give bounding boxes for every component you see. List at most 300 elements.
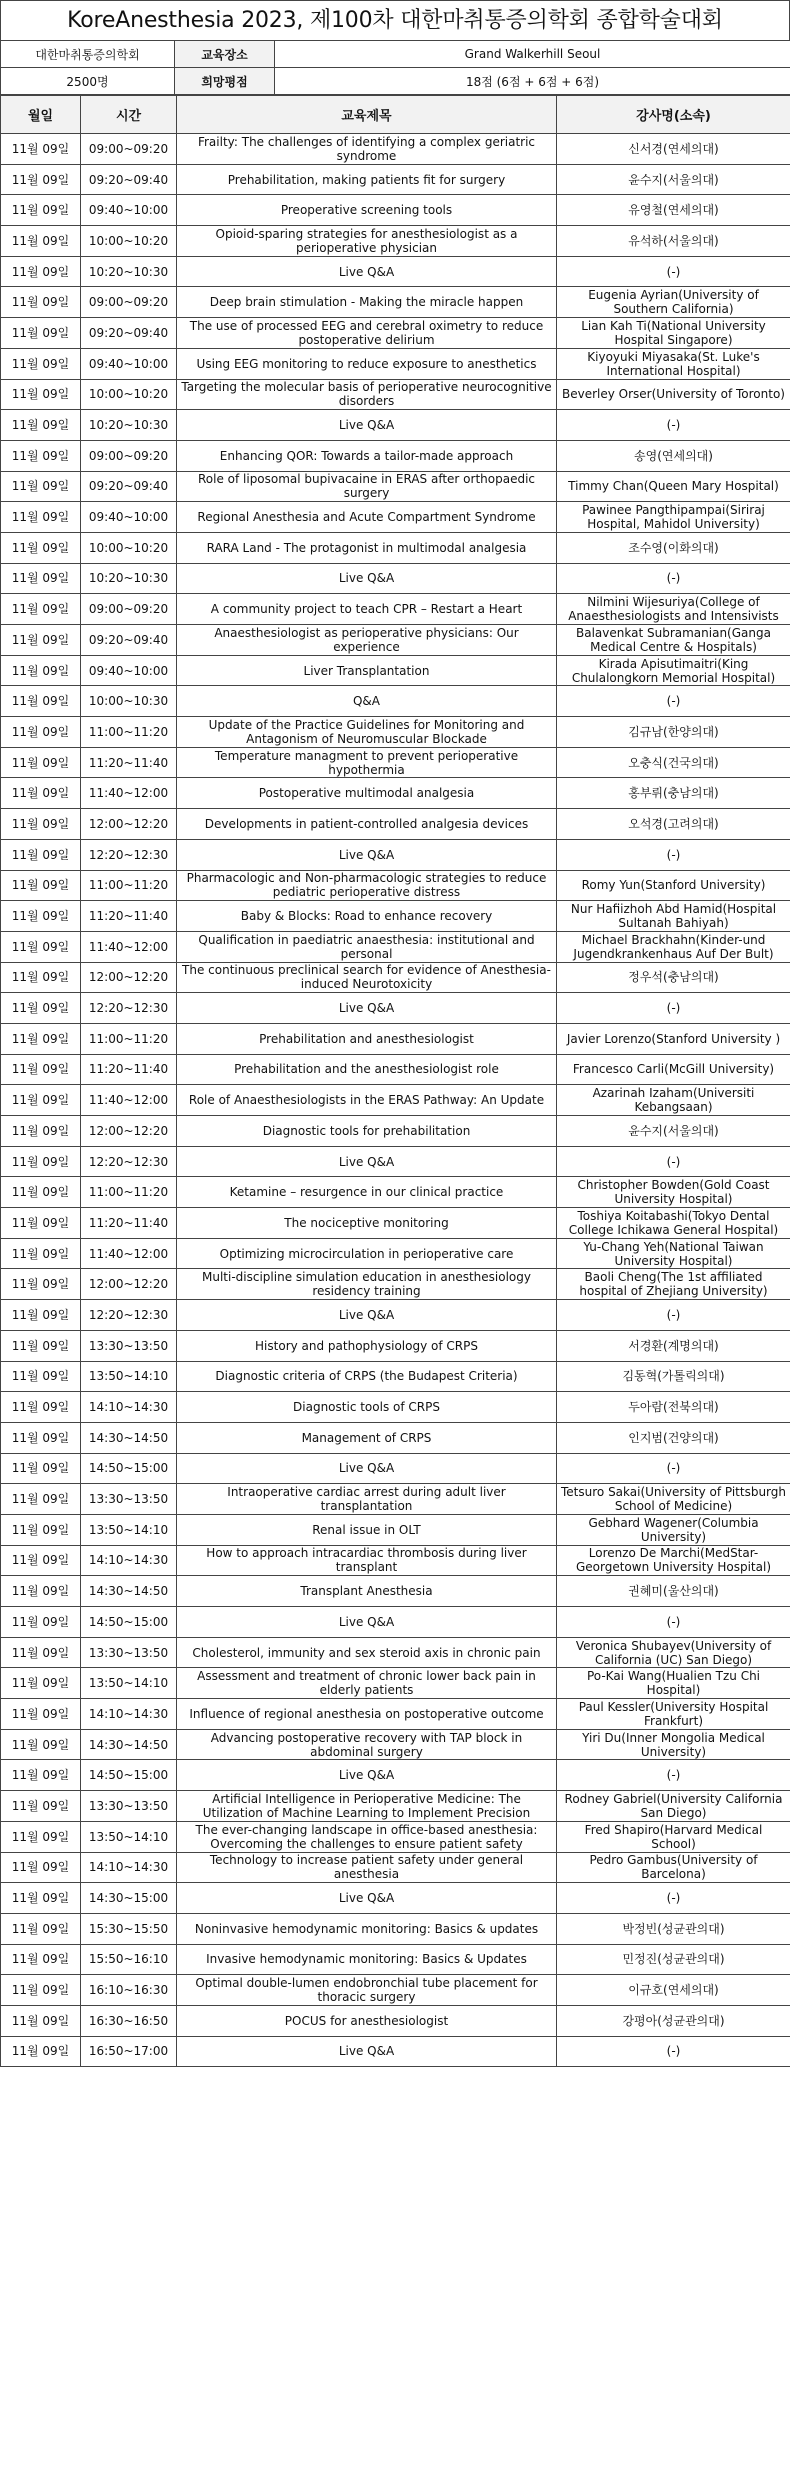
time-cell: 10:00~10:20 — [81, 532, 177, 563]
title-cell: The use of processed EEG and cerebral oximetry to reduce postoperative delirium — [177, 318, 557, 349]
time-cell: 11:20~11:40 — [81, 747, 177, 778]
date-cell: 11월 09일 — [1, 1208, 81, 1239]
time-cell: 14:50~15:00 — [81, 1453, 177, 1484]
speaker-cell: Lian Kah Ti(National University Hospital Singapore) — [557, 318, 790, 349]
speaker-cell: Rodney Gabriel(University California San Diego) — [557, 1791, 790, 1822]
table-row — [1, 563, 790, 594]
title-cell: Update of the Practice Guidelines for Monitoring and Antagonism of Neuromuscular Blockade — [177, 717, 557, 748]
date-cell: 11월 09일 — [1, 747, 81, 778]
speaker-cell: 신서경(연세의대) — [557, 134, 790, 165]
table-row — [1, 1668, 790, 1699]
title-cell: Prehabilitation and the anesthesiologist role — [177, 1054, 557, 1085]
page-title: KoreAnesthesia 2023, 제100차 대한마취통증의학회 종합학술대회 — [0, 0, 790, 40]
title-cell: Noninvasive hemodynamic monitoring: Basics & updates — [177, 1913, 557, 1944]
date-cell: 11월 09일 — [1, 809, 81, 840]
speaker-cell: Pedro Gambus(University of Barcelona) — [557, 1852, 790, 1883]
time-cell: 14:50~15:00 — [81, 1760, 177, 1791]
date-cell: 11월 09일 — [1, 164, 81, 195]
time-cell: 13:30~13:50 — [81, 1484, 177, 1515]
table-row — [1, 1023, 790, 1054]
speaker-cell: 송영(연세의대) — [557, 440, 790, 471]
table-row — [1, 1361, 790, 1392]
date-cell: 11월 09일 — [1, 2036, 81, 2067]
time-cell: 10:00~10:30 — [81, 686, 177, 717]
time-cell: 11:00~11:20 — [81, 870, 177, 901]
speaker-cell: (-) — [557, 410, 790, 441]
time-cell: 12:00~12:20 — [81, 1116, 177, 1147]
table-row — [1, 532, 790, 563]
time-cell: 09:40~10:00 — [81, 348, 177, 379]
header-row — [1, 96, 790, 134]
table-row — [1, 471, 790, 502]
title-cell: Live Q&A — [177, 993, 557, 1024]
date-cell: 11월 09일 — [1, 379, 81, 410]
date-cell: 11월 09일 — [1, 1116, 81, 1147]
date-cell: 11월 09일 — [1, 563, 81, 594]
speaker-cell: Veronica Shubayev(University of California (UC) San Diego) — [557, 1637, 790, 1668]
title-cell: Live Q&A — [177, 410, 557, 441]
speaker-cell: Nilmini Wijesuriya(College of Anaesthesiologists and Intensivists — [557, 594, 790, 625]
title-cell: POCUS for anesthesiologist — [177, 2005, 557, 2036]
title-cell: The nociceptive monitoring — [177, 1208, 557, 1239]
table-row — [1, 1760, 790, 1791]
time-cell: 14:10~14:30 — [81, 1852, 177, 1883]
title-cell: History and pathophysiology of CRPS — [177, 1330, 557, 1361]
time-cell: 11:00~11:20 — [81, 1023, 177, 1054]
points-cell: 18점 (6점 + 6점 + 6점) — [275, 68, 790, 95]
title-cell: Cholesterol, immunity and sex steroid axis in chronic pain — [177, 1637, 557, 1668]
time-cell: 11:00~11:20 — [81, 717, 177, 748]
info-row-points — [1, 68, 790, 95]
speaker-cell: Balavenkat Subramanian(Ganga Medical Centre & Hospitals) — [557, 625, 790, 656]
speaker-cell: 오석경(고려의대) — [557, 809, 790, 840]
title-cell: Intraoperative cardiac arrest during adult liver transplantation — [177, 1484, 557, 1515]
time-cell: 12:00~12:20 — [81, 962, 177, 993]
speaker-cell: Nur Hafiizhoh Abd Hamid(Hospital Sultanah Bahiyah) — [557, 901, 790, 932]
speaker-cell: Beverley Orser(University of Toronto) — [557, 379, 790, 410]
time-cell: 14:30~14:50 — [81, 1422, 177, 1453]
speaker-cell: Lorenzo De Marchi(MedStar-Georgetown University Hospital) — [557, 1545, 790, 1576]
points-label: 희망평점 — [175, 68, 275, 95]
speaker-cell: Pawinee Pangthipampai(Siriraj Hospital, Mahidol University) — [557, 502, 790, 533]
title-cell: Renal issue in OLT — [177, 1514, 557, 1545]
date-cell: 11월 09일 — [1, 1699, 81, 1730]
title-cell: Enhancing QOR: Towards a tailor-made approach — [177, 440, 557, 471]
table-row — [1, 809, 790, 840]
speaker-cell: Kirada Apisutimaitri(King Chulalongkorn Memorial Hospital) — [557, 655, 790, 686]
time-cell: 09:20~09:40 — [81, 625, 177, 656]
speaker-cell: (-) — [557, 1760, 790, 1791]
title-cell: Live Q&A — [177, 1607, 557, 1638]
time-cell: 13:30~13:50 — [81, 1330, 177, 1361]
table-row — [1, 379, 790, 410]
title-cell: Ketamine – resurgence in our clinical practice — [177, 1177, 557, 1208]
date-cell: 11월 09일 — [1, 993, 81, 1024]
speaker-cell: (-) — [557, 256, 790, 287]
table-row — [1, 778, 790, 809]
table-row — [1, 1177, 790, 1208]
title-cell: Qualification in paediatric anaesthesia: institutional and personal — [177, 931, 557, 962]
date-cell: 11월 09일 — [1, 134, 81, 165]
table-row — [1, 594, 790, 625]
title-cell: Diagnostic tools of CRPS — [177, 1392, 557, 1423]
table-row — [1, 1944, 790, 1975]
time-cell: 12:00~12:20 — [81, 809, 177, 840]
table-row — [1, 1054, 790, 1085]
speaker-cell: 인지범(건양의대) — [557, 1422, 790, 1453]
speaker-cell: 윤수지(서울의대) — [557, 164, 790, 195]
speaker-cell: Po-Kai Wang(Hualien Tzu Chi Hospital) — [557, 1668, 790, 1699]
organizer-cell: 대한마취통증의학회 — [1, 41, 175, 68]
title-cell: The continuous preclinical search for evidence of Anesthesia-induced Neurotoxicity — [177, 962, 557, 993]
time-cell: 13:50~14:10 — [81, 1514, 177, 1545]
time-cell: 14:30~15:00 — [81, 1883, 177, 1914]
date-cell: 11월 09일 — [1, 1422, 81, 1453]
speaker-cell: 박정빈(성균관의대) — [557, 1913, 790, 1944]
speaker-cell: Toshiya Koitabashi(Tokyo Dental College Ichikawa General Hospital) — [557, 1208, 790, 1239]
speaker-cell: 권혜미(울산의대) — [557, 1576, 790, 1607]
speaker-cell: Yiri Du(Inner Mongolia Medical University) — [557, 1729, 790, 1760]
speaker-cell: 김규남(한양의대) — [557, 717, 790, 748]
date-cell: 11월 09일 — [1, 2005, 81, 2036]
table-row — [1, 440, 790, 471]
title-cell: Live Q&A — [177, 1146, 557, 1177]
time-cell: 16:10~16:30 — [81, 1975, 177, 2006]
table-row — [1, 1300, 790, 1331]
speaker-cell: Paul Kessler(University Hospital Frankfurt) — [557, 1699, 790, 1730]
speaker-cell: Azarinah Izaham(Universiti Kebangsaan) — [557, 1085, 790, 1116]
date-cell: 11월 09일 — [1, 1361, 81, 1392]
title-cell: Pharmacologic and Non-pharmacologic strategies to reduce pediatric perioperative distress — [177, 870, 557, 901]
time-cell: 11:00~11:20 — [81, 1177, 177, 1208]
title-cell: Role of liposomal bupivacaine in ERAS after orthopaedic surgery — [177, 471, 557, 502]
table-row — [1, 348, 790, 379]
date-cell: 11월 09일 — [1, 962, 81, 993]
date-cell: 11월 09일 — [1, 1637, 81, 1668]
title-cell: RARA Land - The protagonist in multimodal analgesia — [177, 532, 557, 563]
date-cell: 11월 09일 — [1, 717, 81, 748]
header-title: 교육제목 — [177, 96, 557, 134]
table-row — [1, 747, 790, 778]
table-row — [1, 1238, 790, 1269]
table-row — [1, 1791, 790, 1822]
date-cell: 11월 09일 — [1, 931, 81, 962]
title-cell: Q&A — [177, 686, 557, 717]
date-cell: 11월 09일 — [1, 1054, 81, 1085]
speaker-cell: 오충식(건국의대) — [557, 747, 790, 778]
date-cell: 11월 09일 — [1, 901, 81, 932]
speaker-cell: Romy Yun(Stanford University) — [557, 870, 790, 901]
title-cell: Anaesthesiologist as perioperative physicians: Our experience — [177, 625, 557, 656]
table-row — [1, 1392, 790, 1423]
date-cell: 11월 09일 — [1, 1607, 81, 1638]
time-cell: 10:00~10:20 — [81, 379, 177, 410]
time-cell: 12:20~12:30 — [81, 1146, 177, 1177]
table-row — [1, 1607, 790, 1638]
date-cell: 11월 09일 — [1, 1944, 81, 1975]
speaker-cell: 이규호(연세의대) — [557, 1975, 790, 2006]
table-row — [1, 1637, 790, 1668]
speaker-cell: Eugenia Ayrian(University of Southern California) — [557, 287, 790, 318]
table-row — [1, 1852, 790, 1883]
title-cell: Live Q&A — [177, 2036, 557, 2067]
time-cell: 09:00~09:20 — [81, 594, 177, 625]
time-cell: 16:50~17:00 — [81, 2036, 177, 2067]
title-cell: Transplant Anesthesia — [177, 1576, 557, 1607]
speaker-cell: (-) — [557, 1883, 790, 1914]
date-cell: 11월 09일 — [1, 410, 81, 441]
table-row — [1, 1975, 790, 2006]
time-cell: 10:20~10:30 — [81, 563, 177, 594]
date-cell: 11월 09일 — [1, 1514, 81, 1545]
title-cell: Live Q&A — [177, 1453, 557, 1484]
table-row — [1, 2005, 790, 2036]
time-cell: 11:20~11:40 — [81, 901, 177, 932]
date-cell: 11월 09일 — [1, 1913, 81, 1944]
speaker-cell: (-) — [557, 1607, 790, 1638]
table-row — [1, 931, 790, 962]
title-cell: Preoperative screening tools — [177, 195, 557, 226]
table-row — [1, 1330, 790, 1361]
count-cell: 2500명 — [1, 68, 175, 95]
speaker-cell: 두아람(전북의대) — [557, 1392, 790, 1423]
time-cell: 11:40~12:00 — [81, 1085, 177, 1116]
date-cell: 11월 09일 — [1, 1146, 81, 1177]
table-row — [1, 502, 790, 533]
speaker-cell: 강평아(성균관의대) — [557, 2005, 790, 2036]
schedule-table — [0, 95, 790, 2067]
speaker-cell: Francesco Carli(McGill University) — [557, 1054, 790, 1085]
table-row — [1, 1883, 790, 1914]
date-cell: 11월 09일 — [1, 778, 81, 809]
table-row — [1, 256, 790, 287]
speaker-cell: (-) — [557, 2036, 790, 2067]
title-cell: Diagnostic criteria of CRPS (the Budapest Criteria) — [177, 1361, 557, 1392]
time-cell: 09:40~10:00 — [81, 655, 177, 686]
title-cell: Liver Transplantation — [177, 655, 557, 686]
title-cell: Deep brain stimulation - Making the miracle happen — [177, 287, 557, 318]
speaker-cell: 조수영(이화의대) — [557, 532, 790, 563]
date-cell: 11월 09일 — [1, 471, 81, 502]
speaker-cell: Christopher Bowden(Gold Coast University Hospital) — [557, 1177, 790, 1208]
speaker-cell: Fred Shapiro(Harvard Medical School) — [557, 1821, 790, 1852]
date-cell: 11월 09일 — [1, 1791, 81, 1822]
table-row — [1, 134, 790, 165]
table-row — [1, 717, 790, 748]
time-cell: 11:40~12:00 — [81, 1238, 177, 1269]
time-cell: 10:20~10:30 — [81, 256, 177, 287]
date-cell: 11월 09일 — [1, 1760, 81, 1791]
time-cell: 14:30~14:50 — [81, 1576, 177, 1607]
time-cell: 13:30~13:50 — [81, 1791, 177, 1822]
table-row — [1, 195, 790, 226]
date-cell: 11월 09일 — [1, 318, 81, 349]
date-cell: 11월 09일 — [1, 440, 81, 471]
time-cell: 13:30~13:50 — [81, 1637, 177, 1668]
table-row — [1, 901, 790, 932]
title-cell: Opioid-sparing strategies for anesthesiologist as a perioperative physician — [177, 226, 557, 257]
title-cell: The ever-changing landscape in office-based anesthesia: Overcoming the challenges to ensure patient safety — [177, 1821, 557, 1852]
time-cell: 14:10~14:30 — [81, 1699, 177, 1730]
schedule-body — [1, 134, 790, 2067]
title-cell: Management of CRPS — [177, 1422, 557, 1453]
date-cell: 11월 09일 — [1, 1821, 81, 1852]
speaker-cell: 윤수지(서울의대) — [557, 1116, 790, 1147]
speaker-cell: Michael Brackhahn(Kinder-und Jugendkrankenhaus Auf Der Bult) — [557, 931, 790, 962]
title-cell: Frailty: The challenges of identifying a complex geriatric syndrome — [177, 134, 557, 165]
speaker-cell: (-) — [557, 1146, 790, 1177]
date-cell: 11월 09일 — [1, 839, 81, 870]
time-cell: 09:00~09:20 — [81, 287, 177, 318]
title-cell: How to approach intracardiac thrombosis during liver transplant — [177, 1545, 557, 1576]
time-cell: 12:20~12:30 — [81, 1300, 177, 1331]
time-cell: 13:50~14:10 — [81, 1821, 177, 1852]
speaker-cell: Timmy Chan(Queen Mary Hospital) — [557, 471, 790, 502]
time-cell: 13:50~14:10 — [81, 1361, 177, 1392]
time-cell: 14:10~14:30 — [81, 1545, 177, 1576]
time-cell: 10:00~10:20 — [81, 226, 177, 257]
info-row-venue — [1, 41, 790, 68]
date-cell: 11월 09일 — [1, 1975, 81, 2006]
title-cell: Optimal double-lumen endobronchial tube placement for thoracic surgery — [177, 1975, 557, 2006]
date-cell: 11월 09일 — [1, 1484, 81, 1515]
title-cell: Live Q&A — [177, 839, 557, 870]
title-cell: A community project to teach CPR – Restart a Heart — [177, 594, 557, 625]
title-cell: Regional Anesthesia and Acute Compartment Syndrome — [177, 502, 557, 533]
table-row — [1, 1484, 790, 1515]
speaker-cell: Baoli Cheng(The 1st affiliated hospital of Zhejiang University) — [557, 1269, 790, 1300]
time-cell: 15:50~16:10 — [81, 1944, 177, 1975]
table-row — [1, 1729, 790, 1760]
time-cell: 09:00~09:20 — [81, 440, 177, 471]
header-speaker: 강사명(소속) — [557, 96, 790, 134]
table-row — [1, 655, 790, 686]
title-cell: Live Q&A — [177, 563, 557, 594]
table-row — [1, 1514, 790, 1545]
time-cell: 14:50~15:00 — [81, 1607, 177, 1638]
time-cell: 14:30~14:50 — [81, 1729, 177, 1760]
speaker-cell: (-) — [557, 686, 790, 717]
time-cell: 13:50~14:10 — [81, 1668, 177, 1699]
table-row — [1, 870, 790, 901]
header-time: 시간 — [81, 96, 177, 134]
speaker-cell: Yu-Chang Yeh(National Taiwan University Hospital) — [557, 1238, 790, 1269]
title-cell: Invasive hemodynamic monitoring: Basics & Updates — [177, 1944, 557, 1975]
table-row — [1, 318, 790, 349]
date-cell: 11월 09일 — [1, 287, 81, 318]
title-cell: Technology to increase patient safety under general anesthesia — [177, 1852, 557, 1883]
speaker-cell: 김동혁(가톨릭의대) — [557, 1361, 790, 1392]
date-cell: 11월 09일 — [1, 532, 81, 563]
table-row — [1, 962, 790, 993]
date-cell: 11월 09일 — [1, 1883, 81, 1914]
title-cell: Using EEG monitoring to reduce exposure to anesthetics — [177, 348, 557, 379]
table-row — [1, 2036, 790, 2067]
time-cell: 12:20~12:30 — [81, 993, 177, 1024]
speaker-cell: Javier Lorenzo(Stanford University ) — [557, 1023, 790, 1054]
table-row — [1, 1269, 790, 1300]
date-cell: 11월 09일 — [1, 1330, 81, 1361]
time-cell: 14:10~14:30 — [81, 1392, 177, 1423]
date-cell: 11월 09일 — [1, 1023, 81, 1054]
title-cell: Targeting the molecular basis of perioperative neurocognitive disorders — [177, 379, 557, 410]
title-cell: Live Q&A — [177, 1300, 557, 1331]
speaker-cell: 민정진(성균관의대) — [557, 1944, 790, 1975]
time-cell: 15:30~15:50 — [81, 1913, 177, 1944]
table-row — [1, 410, 790, 441]
table-row — [1, 839, 790, 870]
time-cell: 09:20~09:40 — [81, 471, 177, 502]
speaker-cell: 정우석(충남의대) — [557, 962, 790, 993]
title-cell: Live Q&A — [177, 256, 557, 287]
speaker-cell: (-) — [557, 563, 790, 594]
date-cell: 11월 09일 — [1, 1545, 81, 1576]
date-cell: 11월 09일 — [1, 870, 81, 901]
table-row — [1, 1085, 790, 1116]
speaker-cell: (-) — [557, 839, 790, 870]
table-row — [1, 993, 790, 1024]
time-cell: 16:30~16:50 — [81, 2005, 177, 2036]
date-cell: 11월 09일 — [1, 1392, 81, 1423]
time-cell: 10:20~10:30 — [81, 410, 177, 441]
title-cell: Multi-discipline simulation education in anesthesiology residency training — [177, 1269, 557, 1300]
time-cell: 09:20~09:40 — [81, 164, 177, 195]
title-cell: Assessment and treatment of chronic lower back pain in elderly patients — [177, 1668, 557, 1699]
info-table — [0, 40, 790, 95]
date-cell: 11월 09일 — [1, 226, 81, 257]
date-cell: 11월 09일 — [1, 1576, 81, 1607]
table-row — [1, 1453, 790, 1484]
title-cell: Live Q&A — [177, 1883, 557, 1914]
table-row — [1, 1545, 790, 1576]
speaker-cell: 유석하(서울의대) — [557, 226, 790, 257]
title-cell: Postoperative multimodal analgesia — [177, 778, 557, 809]
table-row — [1, 1422, 790, 1453]
speaker-cell: (-) — [557, 1300, 790, 1331]
time-cell: 12:20~12:30 — [81, 839, 177, 870]
speaker-cell: (-) — [557, 1453, 790, 1484]
speaker-cell: 유영철(연세의대) — [557, 195, 790, 226]
date-cell: 11월 09일 — [1, 1300, 81, 1331]
title-cell: Optimizing microcirculation in perioperative care — [177, 1238, 557, 1269]
title-cell: Developments in patient-controlled analgesia devices — [177, 809, 557, 840]
table-row — [1, 1208, 790, 1239]
date-cell: 11월 09일 — [1, 625, 81, 656]
time-cell: 09:40~10:00 — [81, 502, 177, 533]
title-cell: Prehabilitation, making patients fit for surgery — [177, 164, 557, 195]
table-row — [1, 287, 790, 318]
table-row — [1, 1913, 790, 1944]
speaker-cell: Gebhard Wagener(Columbia University) — [557, 1514, 790, 1545]
table-row — [1, 226, 790, 257]
time-cell: 12:00~12:20 — [81, 1269, 177, 1300]
title-cell: Influence of regional anesthesia on postoperative outcome — [177, 1699, 557, 1730]
time-cell: 11:20~11:40 — [81, 1208, 177, 1239]
time-cell: 09:20~09:40 — [81, 318, 177, 349]
table-row — [1, 1146, 790, 1177]
table-row — [1, 1576, 790, 1607]
venue-label: 교육장소 — [175, 41, 275, 68]
title-cell: Advancing postoperative recovery with TAP block in abdominal surgery — [177, 1729, 557, 1760]
table-row — [1, 1821, 790, 1852]
table-row — [1, 686, 790, 717]
date-cell: 11월 09일 — [1, 256, 81, 287]
date-cell: 11월 09일 — [1, 1238, 81, 1269]
date-cell: 11월 09일 — [1, 1852, 81, 1883]
date-cell: 11월 09일 — [1, 195, 81, 226]
speaker-cell: 홍부뤼(충남의대) — [557, 778, 790, 809]
date-cell: 11월 09일 — [1, 1453, 81, 1484]
